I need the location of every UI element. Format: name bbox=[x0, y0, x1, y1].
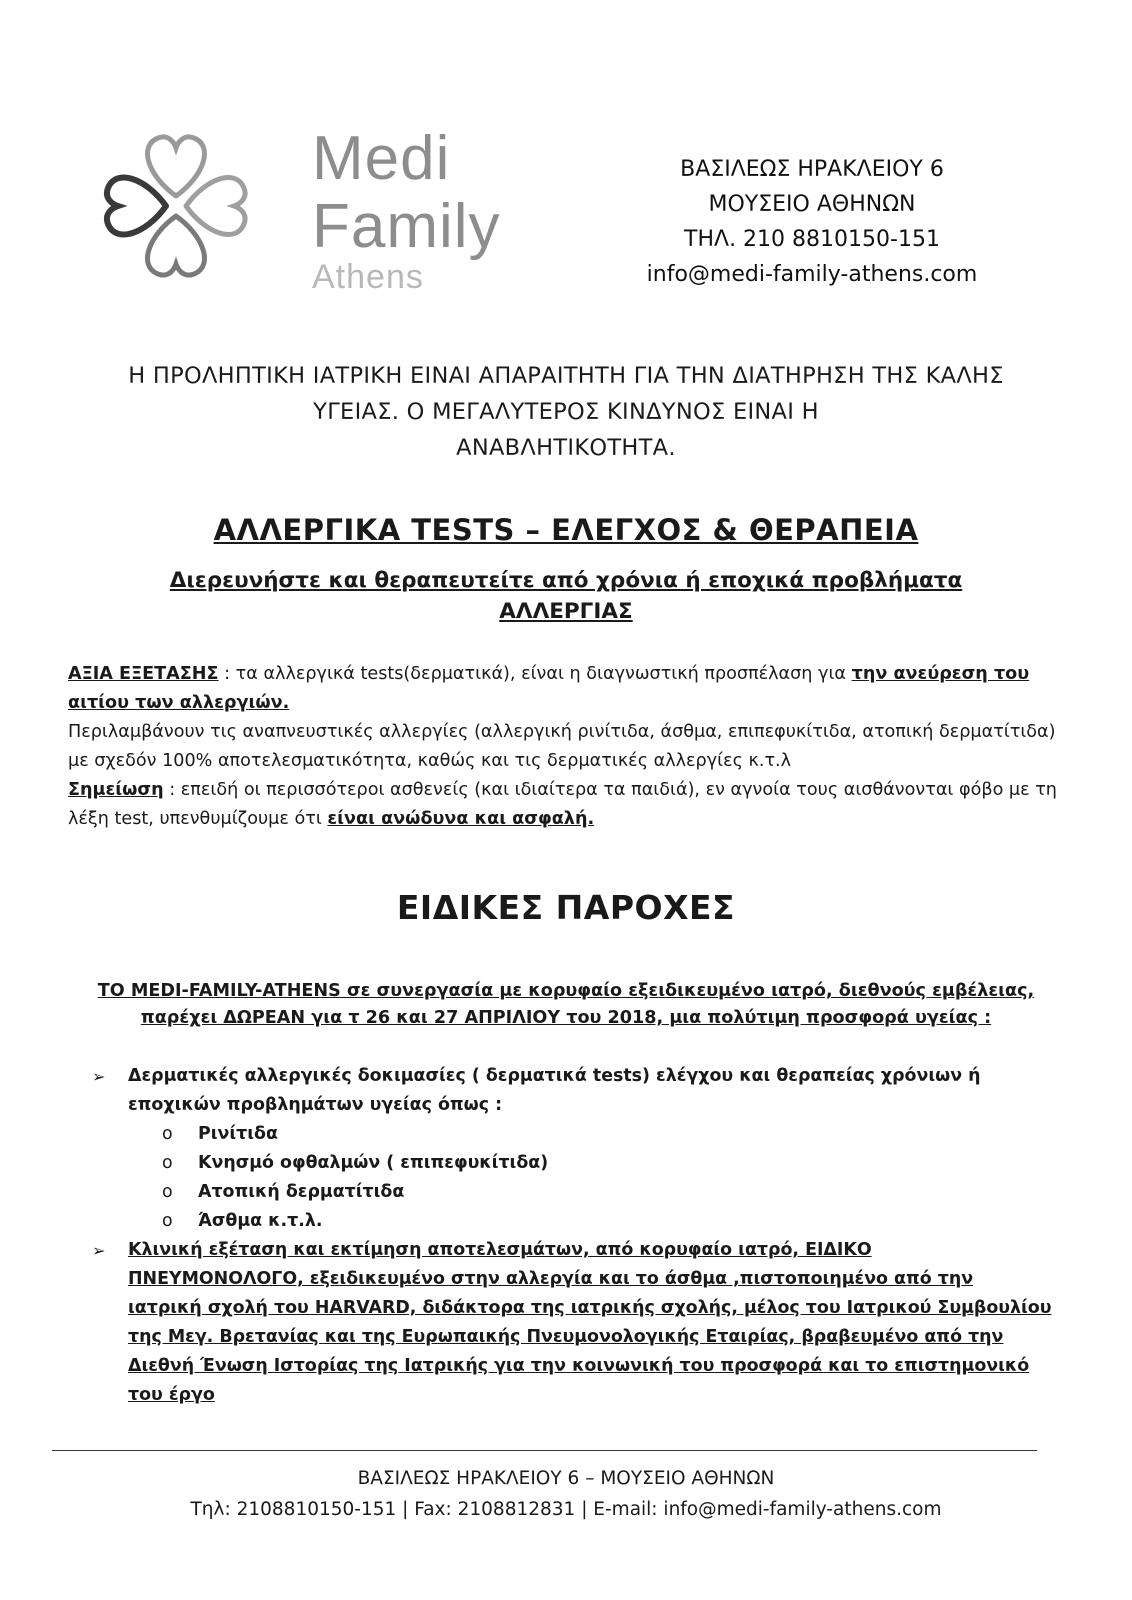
footer bbox=[60, 1463, 1072, 1525]
list-item bbox=[162, 1149, 1052, 1178]
logo-wordmark bbox=[312, 124, 501, 296]
circle-bullet-icon: o bbox=[162, 1182, 173, 1202]
offer-skin-tests: Δερματικές αλλεργικές δοκιμασίες ( δερματικά tests) ελέγχου και θεραπείας χρόνιων ή εποχικών προβλημάτων υγείας όπως : bbox=[128, 1066, 981, 1115]
circle-bullet-icon: o bbox=[162, 1211, 173, 1231]
contact-address: ΒΑΣΙΛΕΩΣ ΗΡΑΚΛΕΙΟΥ 6 bbox=[680, 157, 944, 182]
offers-intro bbox=[60, 978, 1072, 1032]
exam-value-text: : τα αλλεργικά tests(δερματικά), είναι η διαγνωστική προσπέλαση για bbox=[218, 664, 852, 684]
circle-bullet-icon: o bbox=[162, 1153, 173, 1173]
footer-contacts: Τηλ: 2108810150-151 | Fax: 2108812831 | E-mail: info@medi-family-athens.com bbox=[190, 1499, 942, 1520]
exam-value-emphasis: την ανεύρεση του αιτίου των αλλεργιών. bbox=[68, 664, 1030, 713]
note-label: Σημείωση bbox=[68, 780, 164, 800]
allergy-body bbox=[68, 660, 1058, 834]
circle-bullet-icon: o bbox=[162, 1124, 173, 1144]
logo-family: Family bbox=[312, 192, 501, 261]
allergy-subtitle-line-1: Διερευνήστε και θεραπευτείτε από χρόνια ή εποχικά προβλήματα bbox=[169, 568, 963, 593]
allergy-subtitle-line-2: ΑΛΛΕΡΓΙΑΣ bbox=[499, 599, 633, 624]
offers-intro-line-1: ΤΟ MEDI-FAMILY-ATHENS σε συνεργασία με κορυφαίο εξειδικευμένο ιατρό, διεθνούς εμβέλειας, bbox=[97, 981, 1035, 1001]
logo-medi: Medi bbox=[312, 124, 451, 193]
header-contact-block bbox=[612, 152, 1012, 292]
contact-email: info@medi-family-athens.com bbox=[646, 262, 978, 287]
list-item bbox=[92, 1236, 1052, 1410]
condition-rhinitis: Ρινίτιδα bbox=[198, 1124, 278, 1144]
list-item bbox=[162, 1207, 1052, 1236]
list-item bbox=[162, 1120, 1052, 1149]
footer-divider bbox=[52, 1450, 1037, 1451]
logo-clover-icon bbox=[88, 118, 264, 294]
logo-athens: Athens bbox=[312, 258, 424, 296]
intro-line-1: Η ΠΡΟΛΗΠΤΙΚΗ ΙΑΤΡΙΚΗ ΕΙΝΑΙ ΑΠΑΡΑΙΤΗΤΗ ΓΙΑ ΤΗΝ ΔΙΑΤΗΡΗΣΗ ΤΗΣ ΚΑΛΗΣ bbox=[128, 363, 1004, 389]
offers-intro-line-2: παρέχει ΔΩΡΕΑΝ για τ 26 και 27 ΑΠΡΙΛΙΟΥ του 2018, μια πολύτιμη προσφορά υγείας : bbox=[140, 1008, 992, 1028]
arrow-bullet-icon: ➢ bbox=[92, 1241, 106, 1260]
intro-line-2: ΥΓΕΙΑΣ. Ο ΜΕΓΑΛΥΤΕΡΟΣ ΚΙΝΔΥΝΟΣ ΕΙΝΑΙ Η bbox=[313, 399, 819, 425]
conditions-list bbox=[92, 1120, 1052, 1236]
intro-line-3: ΑΝΑΒΛΗΤΙΚΟΤΗΤΑ. bbox=[456, 435, 676, 461]
condition-asthma: Άσθμα κ.τ.λ. bbox=[198, 1211, 323, 1231]
allergy-title: ΑΛΛΕΡΓΙΚΑ TESTS – ΕΛΕΓΧΟΣ & ΘΕΡΑΠΕΙΑ bbox=[213, 513, 919, 547]
list-item bbox=[92, 1062, 1052, 1120]
allergy-subtitle bbox=[60, 565, 1072, 627]
offer-clinical-exam: Κλινική εξέταση και εκτίμηση αποτελεσμάτων, από κορυφαίο ιατρό, ΕΙΔΙΚΟ ΠΝΕΥΜΟΝΟΛΟΓΟ, εξειδικευμένο στην αλλεργία και το άσθμα ,πιστοποιημένο από την ιατρική σχολή του HARVARD, διδάκτορα της ιατρικής σχολής, μέλος του Ιατρικού Συμβουλίου της Μεγ. Βρετανίας και της Ευρωπαικής Πνευμονολογικής Εταιρίας, βραβευμένο από την Διεθνή Ένωση Ιστορίας της Ιατρικής για την κοινωνική του προσφορά και το επιστημονικό του έργο bbox=[128, 1240, 1052, 1405]
condition-eye-itch: Κνησμό οφθαλμών ( επιπεφυκίτιδα) bbox=[198, 1153, 549, 1173]
exam-value-label: ΑΞΙΑ ΕΞΕΤΑΣΗΣ bbox=[68, 664, 219, 684]
exam-value-paragraph bbox=[68, 660, 1058, 718]
includes-paragraph: Περιλαμβάνουν τις αναπνευστικές αλλεργίες (αλλεργική ρινίτιδα, άσθμα, επιπεφυκίτιδα, ατοπική δερματίτιδα) με σχεδόν 100% αποτελεσματικότητα, καθώς και τις δερματικές αλλεργίες κ.τ.λ bbox=[68, 722, 1056, 771]
offers-list bbox=[92, 1062, 1052, 1410]
note-text: : επειδή οι περισσότεροι ασθενείς (και ιδιαίτερα τα παιδιά), εν αγνοία τους αισθάνονται φόβο με τη λέξη test, υπενθυμίζουμε ότι bbox=[68, 780, 1057, 829]
arrow-bullet-icon: ➢ bbox=[92, 1067, 106, 1086]
list-item bbox=[162, 1178, 1052, 1207]
note-paragraph bbox=[68, 776, 1058, 834]
contact-area: ΜΟΥΣΕΙΟ ΑΘΗΝΩΝ bbox=[708, 192, 916, 217]
offers-title: ΕΙΔΙΚΕΣ ΠΑΡΟΧΕΣ bbox=[396, 888, 736, 927]
intro-statement bbox=[70, 358, 1062, 466]
footer-address: ΒΑΣΙΛΕΩΣ ΗΡΑΚΛΕΙΟΥ 6 – ΜΟΥΣΕΙΟ ΑΘΗΝΩΝ bbox=[357, 1468, 775, 1489]
contact-phone: ΤΗΛ. 210 8810150-151 bbox=[684, 227, 940, 252]
condition-dermatitis: Ατοπική δερματίτιδα bbox=[198, 1182, 405, 1202]
note-emphasis: είναι ανώδυνα και ασφαλή. bbox=[327, 809, 595, 829]
